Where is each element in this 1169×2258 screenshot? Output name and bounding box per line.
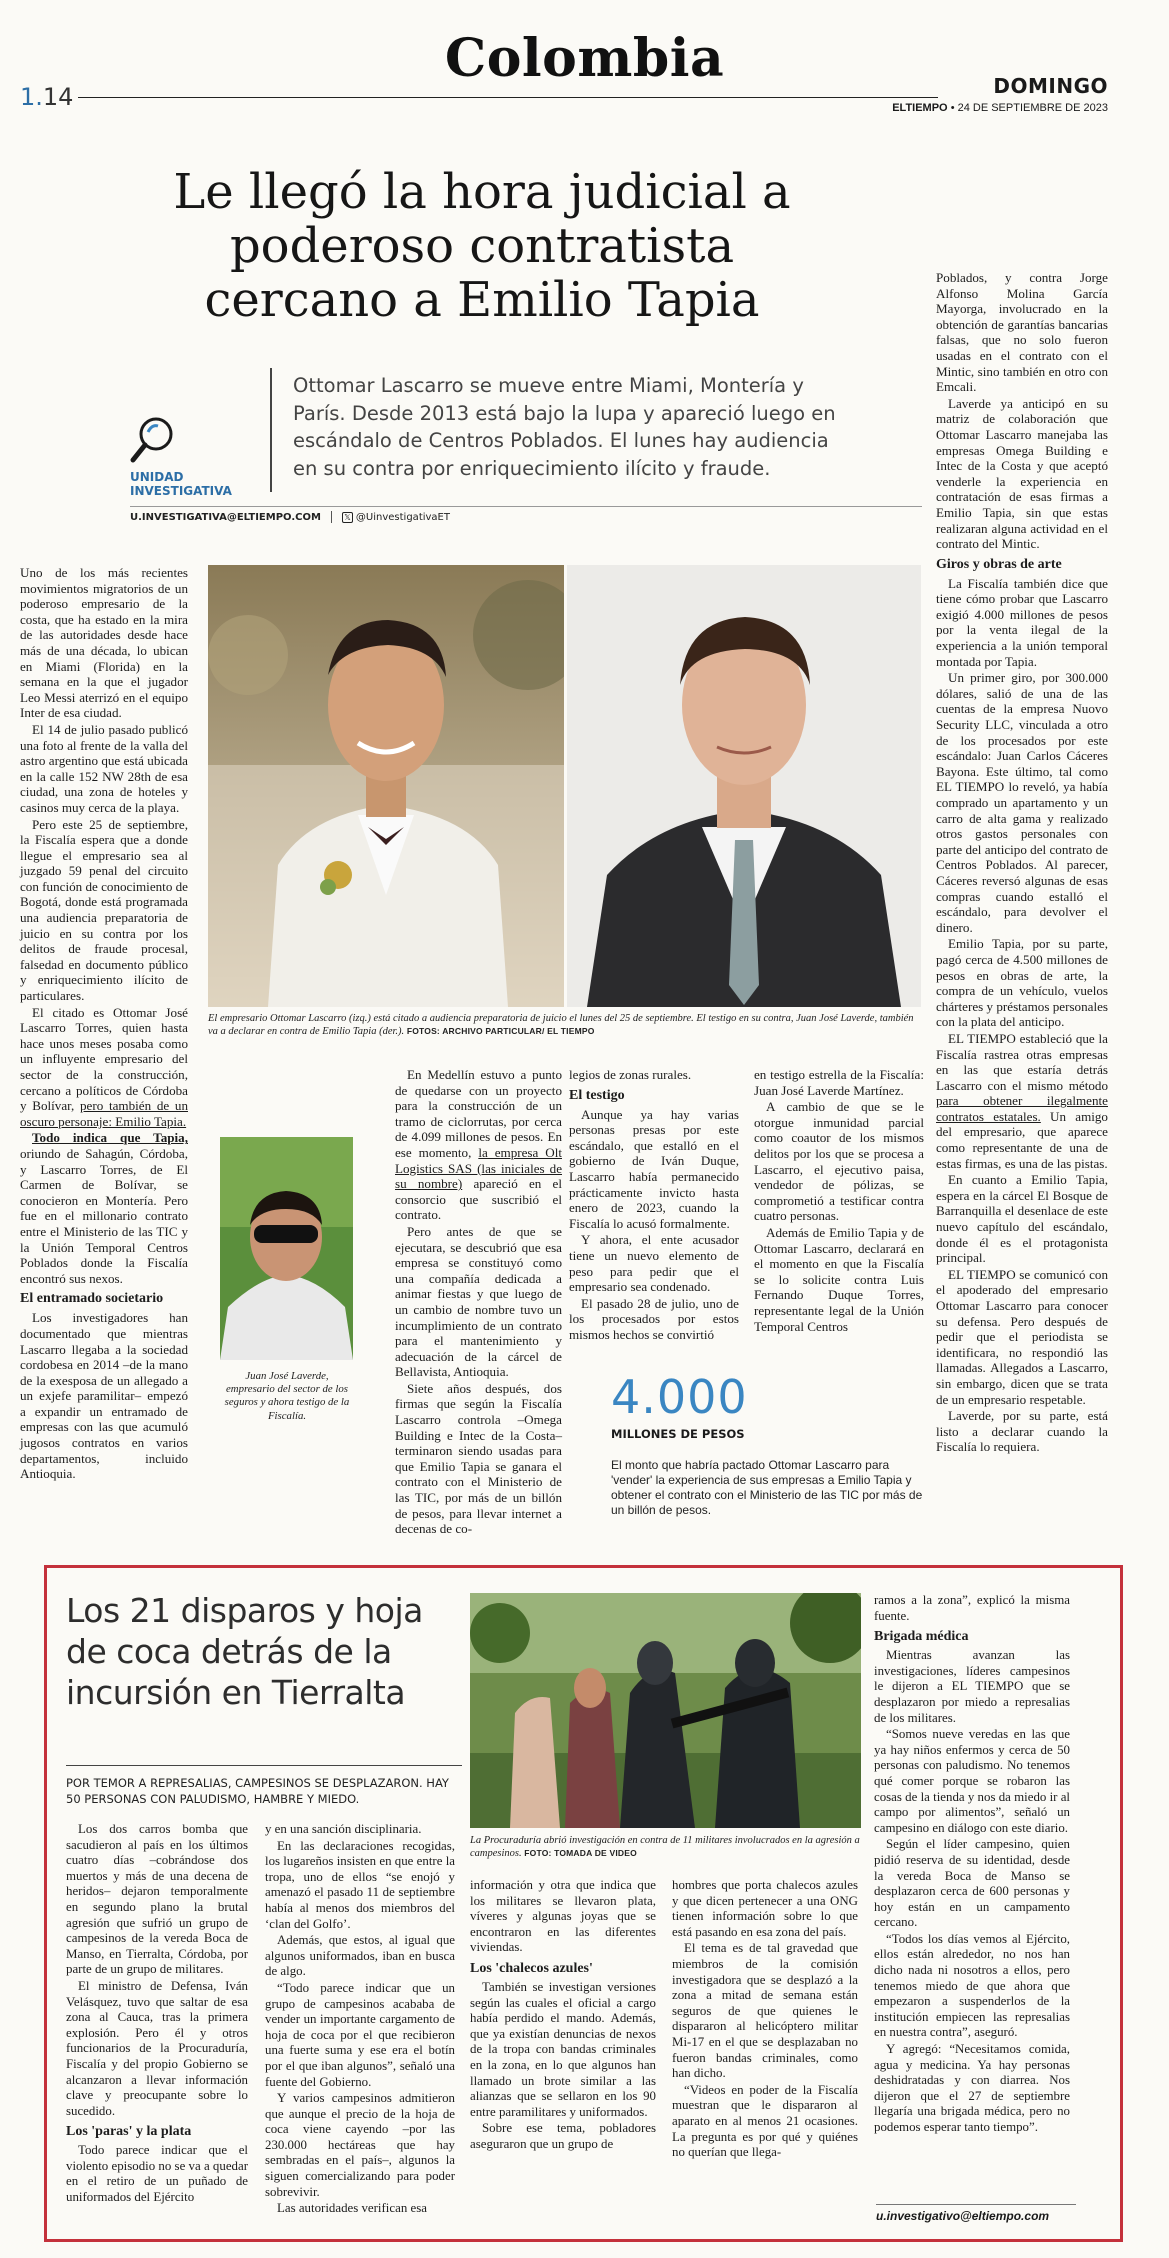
paragraph: Laverde ya anticipó en su matriz de colaboración que Ottomar Lascarro manejaba las empresas Omega Building e Intec de la Costa y que aceptó venderle la experiencia en contratación de esas firmas a Emilio Tapia, sin que estas realizaran alguna actividad en el contrato del Mintic. [936, 395, 1108, 552]
dateline [850, 102, 1108, 114]
x-logo-icon: 𝕏 [342, 512, 353, 523]
article-column-4 [754, 1067, 924, 1335]
text-span: En Medellín estuvo a punto de quedarse con un proyecto para la construcción de un tramo de ciclorrutas, por cerca de 4.099 millones de pesos. En ese momento, [395, 1067, 562, 1160]
deck-bar [270, 368, 272, 492]
headline-line: Le llegó la hora judicial a [173, 164, 791, 220]
unit-email[interactable]: U.INVESTIGATIVA@ELTIEMPO.COM [130, 512, 321, 523]
photo-laverde [567, 565, 921, 1007]
paragraph: Además, que estos, al igual que algunos uniformados, iban en busca de algo. [265, 1933, 455, 1979]
paragraph: “Todos los días vemos al Ejército, ellos están alrededor, no nos han dicho nada ni nosotros a ellos, pero tenemos miedo de que ahora que empezaron a suspenderlos de la institución empiecen las represalias en nuestra contra”, aseguró. [874, 1931, 1070, 2040]
paragraph: Los dos carros bomba que sacudieron al país en los últimos cuatro días –cobrándose dos muertos y más de una decena de heridos– dejaron temporalmente en segundo plano la brutal agresión que sufrió un grupo de campesinos de la vereda Boca de Manso, en Tierralta, Córdoba, por parte de un grupo de militares. [66, 1822, 248, 1977]
paragraph: A cambio de que se le otorgue inmunidad parcial como coautor de los mismos delitos por los que se procesa a Lascarro, el ejecutivo paisa, vendedor de pólizas, se comprometió a testificar contra cuatro personas. [754, 1099, 924, 1224]
paragraph [936, 1031, 1108, 1171]
paragraph: En las declaraciones recogidas, los lugareños insisten en que entre la tropa, uno de ellos “se enojó y amenazó el pasado 11 de septiembre había al menos dos miembros del ‘clan del Golfo’. [265, 1838, 455, 1931]
subheading: Giros y obras de arte [936, 556, 1062, 572]
brand-name: ELTIEMPO [892, 102, 948, 114]
paragraph [395, 1067, 562, 1223]
byline-rule [130, 506, 922, 507]
paragraph: hombres que porta chalecos azules y que dicen pertenecer a una ONG tienen información sobre lo que está pasando en esa zona del país. [672, 1878, 858, 1939]
paragraph: También se investigan versiones según las cuales el oficial a cargo había perdido el mando. Además, que ya existían denuncias de nexos de la tropa con bandas criminales en la zona, en lo que algunos han llamado un brote similar a las alianzas que se sellaron en los 90 entre paramilitares y uniformados. [470, 1979, 656, 2119]
paragraph: El pasado 28 de julio, uno de los procesados por estos mismos hechos se convirtió [569, 1295, 739, 1342]
paragraph: “Videos en poder de la Fiscalía muestran que le dispararon al aparato en al menos 21 ocasiones. La pregunta es por qué y quiénes no querían que llega- [672, 2082, 858, 2160]
day-label: DOMINGO [993, 74, 1108, 98]
paragraph: Y varios campesinos admitieron que aunque el precio de la hoja de coca viene cayendo –por las 230.000 hectáreas que hay sembradas en el país–, algunos la siguen comercializando para poder sobrevivir. [265, 2091, 455, 2199]
paragraph: Pero este 25 de septiembre, la Fiscalía espera que a donde llegue el empresario sea al juzgado 59 penal del circuito con función de conocimiento de Bogotá, donde está programada una audiencia preparatoria de juicio en su contra por los delitos de fraude procesal, falsedad en documento público y enriquecimiento ilícito de particulares. [20, 816, 188, 1004]
article-column-3 [569, 1067, 739, 1344]
subheading: Los 'paras' y la plata [66, 2124, 192, 2140]
photo-soldiers [470, 1593, 861, 1828]
paragraph: En cuanto a Emilio Tapia, espera en la cárcel El Bosque de Barranquilla el desenlace de este nuevo capítulo del escándalo, donde él es el protagonista principal. [936, 1172, 1108, 1266]
stat-number: 4.000 [611, 1370, 748, 1424]
box-column-1 [66, 1822, 248, 2207]
box-headline [66, 1590, 466, 1713]
unit-line: UNIDAD [130, 470, 184, 484]
box-signature-email[interactable]: u.investigativo@eltiempo.com [876, 2209, 1050, 2223]
box-deck-rule [66, 1765, 462, 1766]
photo-credit: FOTOS: ARCHIVO PARTICULAR/ EL TIEMPO [406, 1026, 595, 1036]
paragraph: Un primer giro, por 300.000 dólares, salió de una de las cuentas de la empresa Nuovo Security LLC, vinculada a otro de los procesados por este escándalo: Juan Carlos Cáceres Bayona. Este último, tal como EL TIEMPO lo reveló, ya había comprado un apartamento y un carro de alta gama y realizado otros gastos personales con parte del anticipo del contrato de Centros Poblados. Al parecer, Cáceres reversó algunas de esas compras cuando estalló el escándalo, para devolver el dinero. [936, 670, 1108, 935]
paragraph: legios de zonas rurales. [569, 1067, 692, 1082]
subheading: Brigada médica [874, 1629, 969, 1645]
box-column-5 [874, 1593, 1070, 2137]
photo-laverde-small [220, 1137, 353, 1360]
photo-lascarro [208, 565, 564, 1007]
paragraph: Además de Emilio Tapia y de Ottomar Lascarro, declarará en el momento en que la Fiscalía se lo solicite contra Luis Fernando Duque Torres, representante legal de la Unión Temporal Centros [754, 1224, 924, 1334]
text-span: oriundo de Sahagún, Córdoba, y Lascarro Torres, de El Carmen de Bolívar, se conocieron en Montería. Pero fue en el millonario contrato entre el Ministerio de las TIC y la Unión Temporal Centros Poblados donde la Fiscalía encontró sus nexos. [20, 1145, 188, 1286]
paragraph: Según el líder campesino, quien pidió reserva de su identidad, desde la vereda Boca de Manso se desplazaron cerca de 600 personas y hoy están en un campamento cercano. [874, 1837, 1070, 1930]
paragraph: Poblados, y contra Jorge Alfonso Molina García Mayorga, involucrado en la obtención de garantías bancarias falsas, que no solo fueron usadas en el contrato con el Mintic, sino también en otro con Emcali. [936, 270, 1108, 395]
text-span: apareció en el consorcio que suscribió el contrato. [395, 1176, 562, 1223]
paragraph: El ministro de Defensa, Iván Velásquez, tuvo que saltar de esa zona al Cauca, tras la primera explosión. Pero él y otros funcionarios de la Procuraduría, Fiscalía y del propio Gobierno se alcanzaron a llevar información clave y preocupante sobre lo sucedido. [66, 1978, 248, 2118]
magnifier-icon [130, 414, 180, 466]
header-rule [78, 97, 938, 98]
text-span: El citado es Ottomar José Lascarro Torres, quien hasta hace unos meses posaba como un influyente empresario del sector de la construcción, cercano a políticos de Córdoba y Bolívar, [20, 1004, 188, 1114]
paragraph: información y otra que indica que los militares se llevaron plata, víveres y algunas joyas que se encontraron en las diferentes viviendas. [470, 1878, 656, 1955]
byline [130, 511, 450, 523]
paragraph: Emilio Tapia, por su parte, pagó cerca de 4.500 millones de pesos en obras de arte, la compra de un vehículo, vuelos chárteres y préstamos personales con la plata del anticipo. [936, 936, 1108, 1030]
paragraph: ramos a la zona”, explicó la misma fuente. [874, 1593, 1070, 1623]
stat-description: El monto que habría pactado Ottomar Lascarro para 'vender' la experiencia de sus empresas a Emilio Tapia y obtener el contrato con el Ministerio de las TIC por más de un billón de pesos. [611, 1458, 923, 1517]
paragraph: Y ahora, el ente acusador tiene un nuevo elemento de peso para pedir que el empresario sea condenado. [569, 1232, 739, 1295]
box-column-3 [470, 1878, 656, 2154]
paragraph: y en una sanción disciplinaria. [265, 1822, 422, 1836]
paragraph: El tema es de tal gravedad que miembros de la comisión investigadora que se desplazó a la zona a mitad de semana están seguros de que quienes le dispararon al helicóptero militar Mi-17 en el que se desplazaban no fueron bandas criminales, como han dicho. [672, 1941, 858, 2081]
box-photo-caption [470, 1834, 861, 1860]
paragraph: Siete años después, dos firmas que según la Fiscalía Lascarro controla –Omega Building e Intec de la Costa– terminaron siendo usadas para que Emilio Tapia se ganara el contrato con el Ministerio de las TIC, por más de un billón de pesos, para llevar internet a decenas de co- [395, 1380, 562, 1537]
box-column-2 [265, 1822, 455, 2218]
headline-line: incursión en Tierralta [66, 1673, 406, 1712]
page-number-value: 14 [42, 83, 74, 111]
subheading: El entramado societario [20, 1291, 164, 1307]
text-span: Un amigo del empresario, que aparece como representante de una de estas firmas, es una de las pistas. [936, 1108, 1108, 1171]
paragraph: Uno de los más recientes movimientos migratorios de un poderoso empresario de la costa, que ha estado en la mira de las autoridades desde hace más de una década, lo ubican en Miami (Florida) en la semana en la que el jugador Leo Messi aterrizó en el equipo Inter de esa ciudad. [20, 565, 188, 721]
paragraph: Laverde, por su parte, está listo a declarar cuando la Fiscalía lo requiera. [936, 1408, 1108, 1455]
article-column-1 [20, 565, 188, 1483]
main-headline [110, 165, 854, 327]
paragraph: Las autoridades verifican esa [277, 2201, 427, 2216]
paragraph: “Somos nueve veredas en las que ya hay niños enfermos y cerca de 50 personas con paludismo. No tenemos qué comer porque se robaron las cosas de la tienda y nos da miedo ir al campo por alimentos”, señaló un campesino en diálogo con este diario. [874, 1727, 1070, 1835]
photo-caption [208, 1012, 921, 1038]
headline-line: poderoso contratista [229, 218, 735, 274]
stat-label: MILLONES DE PESOS [611, 1427, 745, 1441]
caption-text: La Procuraduría abrió investigación en contra de 11 militares involucrados en la agresión a campesinos. [470, 1835, 860, 1859]
headline-line: cercano a Emilio Tapia [204, 272, 760, 328]
paragraph: Y agregó: “Necesitamos comida, agua y medicina. Ya hay personas deshidratadas y con diarrea. Nos dijeron que el 27 de septiembre llegaría una brigada médica, pero no podemos esperar tanto tiempo”. [874, 2042, 1070, 2134]
paragraph: “Todo parece indicar que un grupo de campesinos acababa de vender un importante cargamento de hoja de coca por el que recibieron una fuerte suma y ese era el botín por el que iban algunos”, señaló una fuente del Gobierno. [265, 1980, 455, 2089]
paragraph: Aunque ya hay varias personas presas por este escándalo, que estalló en el gobierno de Iván Duque, Lascarro había permanecido prácticamente invicto hasta enero de 2023, cuando la Fiscalía lo acusó formalmente. [569, 1106, 739, 1231]
article-column-5 [936, 270, 1108, 1456]
date-text: • 24 DE SEPTIEMBRE DE 2023 [950, 102, 1108, 114]
article-deck: Ottomar Lascarro se mueve entre Miami, Montería y París. Desde 2013 está bajo la lupa y apareció luego en escándalo de Centros Poblados. El lunes hay audiencia en su contra por enriquecimiento ilícito y fraude. [293, 374, 836, 480]
section-title: Colombia [444, 28, 725, 89]
box-column-4 [672, 1878, 858, 2162]
paragraph: EL TIEMPO se comunicó con el apoderado del empresario Ottomar Lascarro para conocer su defensa. Pero después de pedir que el periodista se identificara, no respondió las llamadas. Allegados a Lascarro, sin embargo, dicen que se trata de un empresario respetable. [936, 1266, 1108, 1407]
photo-credit: FOTO: TOMADA DE VIDEO [524, 1848, 637, 1858]
small-photo-caption: Juan José Laverde, empresario del sector de los seguros y ahora testigo de la Fiscalía. [224, 1370, 350, 1422]
paragraph: Los investigadores han documentado que mientras Lascarro llegaba a la sociedad cordobesa en 2014 –de la mano de la exesposa de un allegado a un exjefe paramilitar– empezó a expandir un entramado de empresas con las que acumuló jugosos contratos en varios departamentos, incluido Antioquia. [20, 1310, 188, 1482]
paragraph: Todo parece indicar que el violento episodio no se va a quedar en el retiro de un puñado de uniformados del Ejército [66, 2143, 248, 2205]
text-span: EL TIEMPO estableció que la Fiscalía rastrea otras empresas en las que estaría detrás Lascarro con el mismo método [936, 1030, 1108, 1093]
unit-line: INVESTIGATIVA [130, 484, 232, 498]
signature-rule [876, 2204, 1076, 2205]
paragraph: La Fiscalía también dice que tiene cómo probar que Lascarro exigió 4.000 millones de pesos por la venta ilegal de la experiencia a la unión temporal montada por Tapia. [936, 575, 1108, 669]
twitter-handle[interactable]: @UinvestigativaET [355, 512, 450, 523]
unit-name [130, 470, 232, 498]
article-column-2 [395, 1067, 562, 1538]
page-number [20, 83, 73, 111]
box-deck: POR TEMOR A REPRESALIAS, CAMPESINOS SE DESPLAZARON. HAY 50 PERSONAS CON PALUDISMO, HAMBRE Y MIEDO. [66, 1776, 449, 1806]
paragraph: Sobre ese tema, pobladores aseguraron que un grupo de [470, 2121, 656, 2151]
headline-line: de coca detrás de la [66, 1632, 392, 1671]
underlined-text: para obtener ilegalmente contratos estatales. [936, 1093, 1108, 1124]
subheading: El testigo [569, 1087, 625, 1103]
paragraph: Pero antes de que se ejecutara, se descubrió que esa empresa se constituyó como una compañía dedicada a animar fiestas y que luego de un cambio de nombre tuvo un incumplimiento de un contrato para el mantenimiento y adecuación de la cárcel de Bellavista, Antioquia. [395, 1223, 562, 1380]
headline-line: Los 21 disparos y hoja [66, 1591, 423, 1630]
caption-text: El empresario Ottomar Lascarro (izq.) está citado a audiencia preparatoria de juicio el lunes del 25 de septiembre. El testigo en su contra, Juan José Laverde, también va a declarar en contra de Emilio Tapia (der.). [208, 1013, 914, 1037]
paragraph: en testigo estrella de la Fiscalía: Juan José Laverde Martínez. [754, 1067, 924, 1098]
paragraph [20, 1130, 188, 1286]
underlined-text: la empresa Olt Logistics SAS (las iniciales de su nombre) [395, 1144, 562, 1192]
page-prefix: 1. [20, 83, 43, 111]
paragraph: El 14 de julio pasado publicó una foto al frente de la valla del astro argentino que está ubicada en la calle 152 NW 28th de esa ciudad, una zona de hoteles y casinos muy cerca de la playa. [20, 721, 188, 815]
underlined-text: Todo indica que Tapia, [32, 1130, 188, 1146]
paragraph [20, 1005, 188, 1130]
byline-separator [331, 511, 332, 523]
subheading: Los 'chalecos azules' [470, 1960, 593, 1976]
paragraph: Mientras avanzan las investigaciones, líderes campesinos le dijeron a EL TIEMPO que se desplazaron por miedo a represalias de los militares. [874, 1648, 1070, 1725]
underlined-text: pero también de un oscuro personaje: Emilio Tapia. [20, 1098, 188, 1129]
